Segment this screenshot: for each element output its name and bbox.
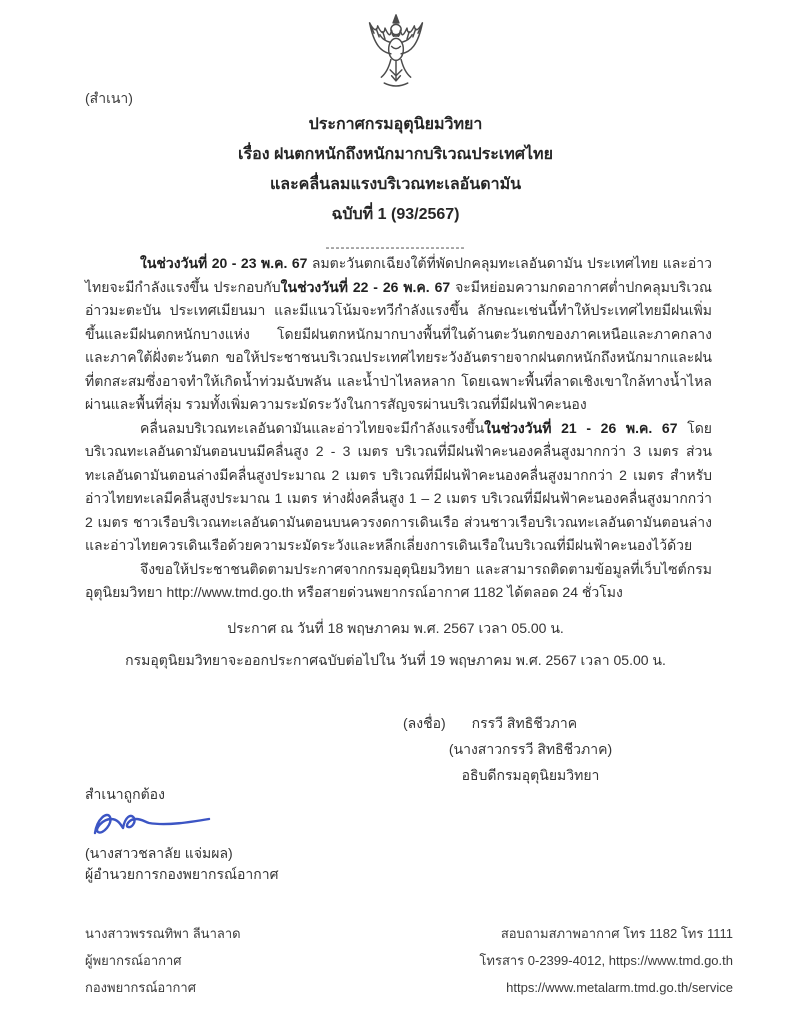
certification-block xyxy=(85,784,278,885)
handwritten-signature-icon xyxy=(87,807,227,843)
contact-fax-website-line: โทรสาร 0-2399-4012, https://www.tmd.go.th xyxy=(479,953,733,968)
signer-name: กรรวี สิทธิชีวภาค xyxy=(471,715,578,731)
certifier-position: ผู้อำนวยการกองพยากรณ์อากาศ xyxy=(85,866,279,882)
title-block xyxy=(0,110,791,260)
forecaster-title: ผู้พยากรณ์อากาศ xyxy=(85,953,182,968)
footer-contact-info xyxy=(479,920,733,1001)
signer-full-name: (นางสาวกรรวี สิทธิชีวภาค) xyxy=(448,741,613,757)
certifier-name: (นางสาวชลาลัย แจ่มผล) xyxy=(85,845,233,861)
subject-line-2: และคลื่นลมแรงบริเวณทะเลอันดามัน xyxy=(269,176,522,193)
body-text xyxy=(85,252,712,605)
copy-label: (สำเนา) xyxy=(85,90,133,106)
paragraph-sea-waves: คลื่นลมบริเวณทะเลอันดามันและอ่าวไทยจะมีกำลังแรงขึ้นในช่วงวันที่ 21 - 26 พ.ค. 67 โดยบริเวณทะเลอันดามันตอนบนมีคลื่นสูง 2 - 3 เมตร บริเวณที่มีฝนฟ้าคะนองคลื่นสูงมากกว่า 3 เมตร ส่วนทะเลอันดามันตอนล่างมีคลื่นสูงประมาณ 2 เมตร บริเวณที่มีฝนฟ้าคะนองคลื่นสูงมากกว่า 2 เมตร สำหรับอ่าวไทยทะเลมีคลื่นสูงประมาณ 1 เมตร ห่างฝั่งคลื่นสูง 1 – 2 เมตร บริเวณที่มีฝนฟ้าคะนองคลื่นสูงมากกว่า 2 เมตร ชาวเรือบริเวณทะเลอันดามันตอนบนควรงดการเดินเรือ ส่วนชาวเรือบริเวณทะเลอันดามันตอนล่างและอ่าวไทยควรเดินเรือด้วยความระมัดระวังและหลีกเลี่ยงการเดินเรือในบริเวณที่มีฝนฟ้าคะนองไว้ด้วย xyxy=(85,419,712,553)
signed-label: (ลงชื่อ) xyxy=(403,715,446,731)
forecaster-division: กองพยากรณ์อากาศ xyxy=(85,980,196,995)
paragraph-weather-outlook: ในช่วงวันที่ 20 - 23 พ.ค. 67 ลมตะวันตกเฉียงใต้ที่พัดปกคลุมทะเลอันดามัน ประเทศไทย และอ่าวไทยจะมีกำลังแรงขึ้น ประกอบกับในช่วงวันที่ 22 - 26 พ.ค. 67 จะมีหย่อมความกดอากาศต่ำปกคลุมบริเวณอ่าวมะตะบัน ประเทศเมียนมา และมีแนวโน้มจะทวีกำลังแรงขึ้น ลักษณะเช่นนี้ทำให้ประเทศไทยมีฝนเพิ่มขึ้นและมีฝนตกหนักบางแห่ง โดยมีฝนตกหนักมากบางพื้นที่ในด้านตะวันตกของภาคเหนือและภาคกลาง และภาคใต้ฝั่งตะวันตก ขอให้ประชาชนบริเวณประเทศไทยระวังอันตรายจากฝนตกหนักถึงหนักมากและฝนที่ตกสะสมซึ่งอาจทำให้เกิดน้ำท่วมฉับพลัน และน้ำป่าไหลหลาก โดยเฉพาะพื้นที่ลาดเชิงเขาใกล้ทางน้ำไหลผ่านและพื้นที่ลุ่ม รวมทั้งเพิ่มความระมัดระวังในการสัญจรผ่านบริเวณที่มีฝนฟ้าคะนอง xyxy=(85,255,712,412)
dashed-divider: ---------------------------- xyxy=(325,240,466,254)
issued-date-line: ประกาศ ณ วันที่ 18 พฤษภาคม พ.ศ. 2567 เวลา 05.00 น. xyxy=(227,620,564,636)
paragraph-follow-updates: จึงขอให้ประชาชนติดตามประกาศจากกรมอุตุนิยมวิทยา และสามารถติดตามข้อมูลที่เว็บไซต์กรมอุตุนิยมวิทยา http://www.tmd.go.th หรือสายด่วนพยากรณ์อากาศ 1182 ได้ตลอด 24 ชั่วโมง xyxy=(85,560,712,600)
subject-line-1: เรื่อง ฝนตกหนักถึงหนักมากบริเวณประเทศไทย xyxy=(238,146,553,163)
next-issue-line: กรมอุตุนิยมวิทยาจะออกประกาศฉบับต่อไปใน วันที่ 19 พฤษภาคม พ.ศ. 2567 เวลา 05.00 น. xyxy=(125,652,666,668)
contact-phone-line: สอบถามสภาพอากาศ โทร 1182 โทร 1111 xyxy=(500,926,733,941)
contact-alert-url-line: https://www.metalarm.tmd.go.th/service xyxy=(506,980,733,995)
certified-copy-label: สำเนาถูกต้อง xyxy=(85,786,165,802)
signer-position: อธิบดีกรมอุตุนิยมวิทยา xyxy=(461,767,600,783)
issue-number: ฉบับที่ 1 (93/2567) xyxy=(331,206,460,223)
signer-block xyxy=(403,710,658,788)
announcement-dates xyxy=(0,612,791,676)
forecaster-name: นางสาวพรรณทิพา ลีนาลาด xyxy=(85,926,241,941)
footer-forecaster-info xyxy=(85,920,241,1001)
document-title: ประกาศกรมอุตุนิยมวิทยา xyxy=(308,116,483,133)
garuda-emblem-icon xyxy=(352,10,440,96)
